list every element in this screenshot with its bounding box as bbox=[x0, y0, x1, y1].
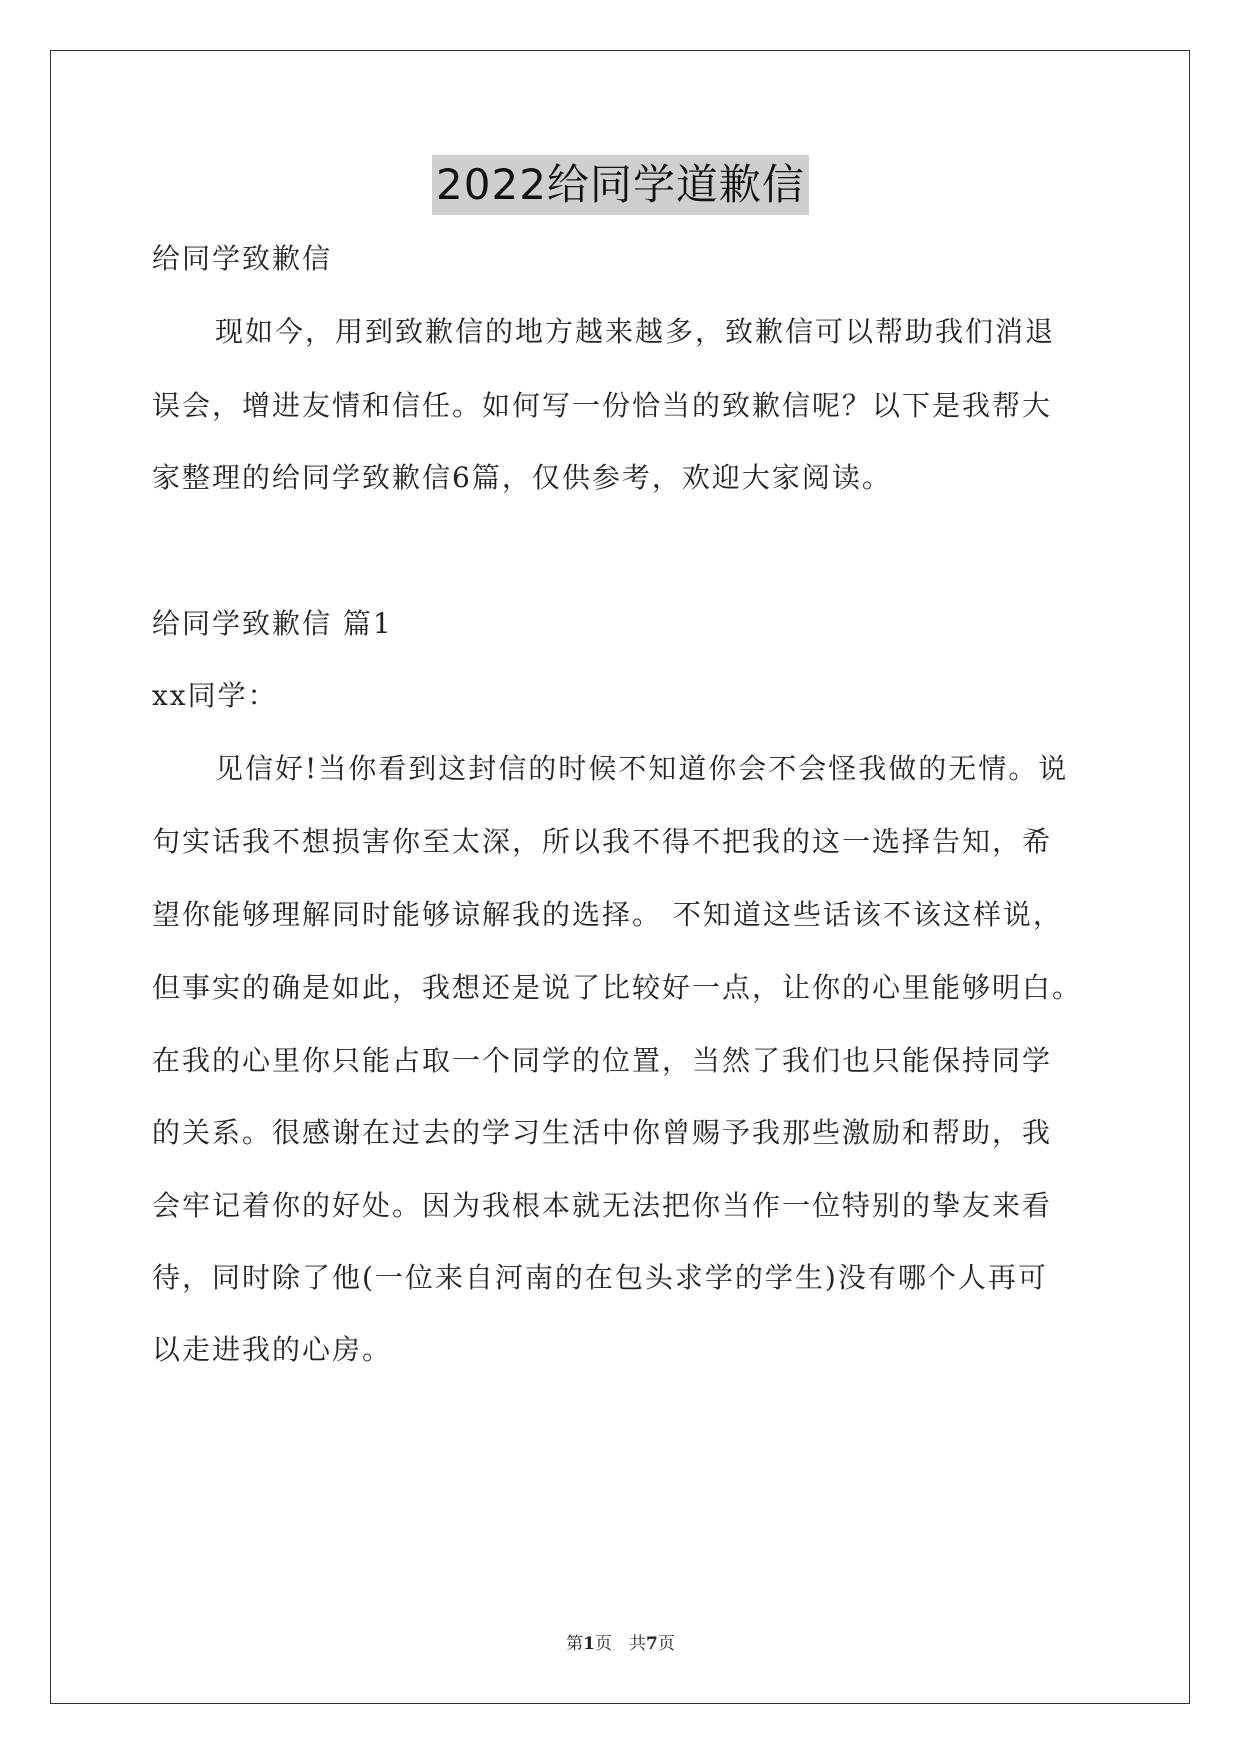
document-subtitle: 给同学致歉信 bbox=[152, 242, 333, 275]
intro-line: 现如今，用到致歉信的地方越来越多，致歉信可以帮助我们消退 bbox=[215, 315, 1056, 348]
section-heading: 给同学致歉信 篇1 bbox=[152, 607, 393, 640]
body-line: 在我的心里你只能占取一个同学的位置，当然了我们也只能保持同学 bbox=[152, 1044, 1053, 1077]
body-line: 的关系。很感谢在过去的学习生活中你曾赐予我那些激励和帮助，我 bbox=[152, 1116, 1053, 1149]
document-title: 2022给同学道歉信 bbox=[432, 155, 809, 215]
body-line: 见信好!当你看到这封信的时候不知道你会不会怪我做的无情。说 bbox=[215, 752, 1069, 785]
page-border bbox=[50, 50, 1190, 1704]
body-line: 会牢记着你的好处。因为我根本就无法把你当作一位特别的挚友来看 bbox=[152, 1189, 1053, 1222]
body-line: 望你能够理解同时能够谅解我的选择。 不知道这些话该不该这样说， bbox=[152, 898, 1063, 931]
intro-line: 误会，增进友情和信任。如何写一份恰当的致歉信呢？以下是我帮大 bbox=[152, 389, 1053, 422]
page-mid: 页 共 bbox=[595, 1634, 646, 1654]
body-line: 句实话我不想损害你至太深，所以我不得不把我的这一选择告知，希 bbox=[152, 825, 1053, 858]
body-line: 以走进我的心房。 bbox=[152, 1333, 393, 1366]
body-line: 但事实的确是如此，我想还是说了比较好一点，让你的心里能够明白。 bbox=[152, 971, 1083, 1004]
page-prefix: 第 bbox=[566, 1634, 584, 1654]
salutation: xx同学： bbox=[152, 679, 278, 712]
page-total: 7 bbox=[646, 1634, 658, 1654]
page-suffix: 页 bbox=[657, 1634, 675, 1654]
intro-line: 家整理的给同学致歉信6篇，仅供参考，欢迎大家阅读。 bbox=[152, 461, 892, 494]
body-line: 待，同时除了他(一位来自河南的在包头求学的学生)没有哪个人再可 bbox=[152, 1261, 1048, 1294]
page-current: 1 bbox=[583, 1634, 595, 1654]
page-footer bbox=[0, 1632, 1241, 1656]
title-container bbox=[0, 155, 1241, 215]
